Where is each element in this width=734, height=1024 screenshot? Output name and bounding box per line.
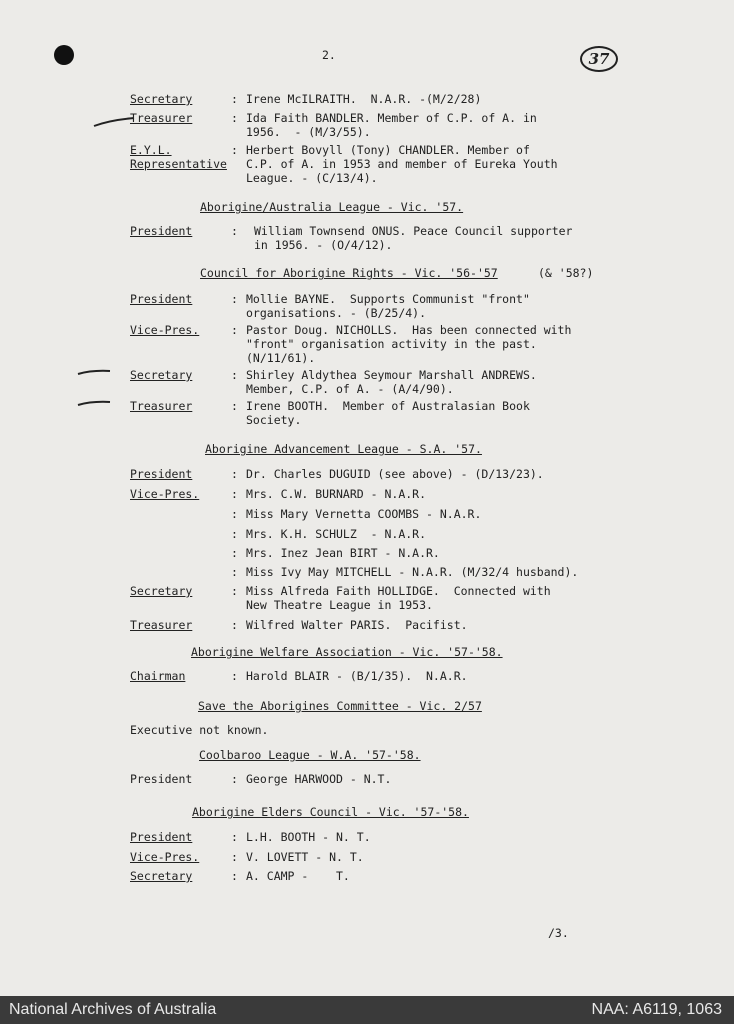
entry-text: William Townsend ONUS. Peace Council supporter: [254, 224, 573, 238]
colon: :: [231, 869, 238, 883]
pen-mark: [76, 366, 112, 380]
colon: :: [231, 565, 238, 579]
section-heading: Council for Aborigine Rights - Vic. '56-'57: [200, 266, 498, 280]
entry-text: Mrs. C.W. BURNARD - N.A.R.: [246, 487, 427, 501]
role-label: Secretary: [130, 92, 193, 106]
role-label: President: [130, 830, 193, 844]
entry-text: Shirley Aldythea Seymour Marshall ANDREWS.: [246, 368, 537, 382]
entry-text: Harold BLAIR - (B/1/35). N.A.R.: [246, 669, 468, 683]
role-label: Representative: [130, 157, 227, 171]
entry-text: New Theatre League in 1953.: [246, 598, 433, 612]
colon: :: [231, 292, 238, 306]
entry-text: V. LOVETT - N. T.: [246, 850, 364, 864]
entry-text: "front" organisation activity in the past.: [246, 337, 537, 351]
role-label: Vice-Pres.: [130, 850, 200, 864]
entry-text: Herbert Bovyll (Tony) CHANDLER. Member of: [246, 143, 530, 157]
role-label: E.Y.L.: [130, 143, 172, 157]
entry-text: Mrs. Inez Jean BIRT - N.A.R.: [246, 546, 440, 560]
archive-reference: NAA: A6119, 1063: [591, 1001, 722, 1018]
role-label: President: [130, 292, 193, 306]
colon: :: [231, 111, 238, 125]
entry-text: Ida Faith BANDLER. Member of C.P. of A. in: [246, 111, 537, 125]
role-label: Secretary: [130, 368, 193, 382]
entry-text: 1956. - (M/3/55).: [246, 125, 371, 139]
entry-text: George HARWOOD - N.T.: [246, 772, 392, 786]
entry-text: Miss Mary Vernetta COOMBS - N.A.R.: [246, 507, 482, 521]
colon: :: [231, 618, 238, 632]
colon: :: [231, 850, 238, 864]
role-label: Chairman: [130, 669, 186, 683]
colon: :: [231, 584, 238, 598]
archive-footer-bar: [0, 996, 734, 1024]
entry-text: (N/11/61).: [246, 351, 316, 365]
entry-text: Mrs. K.H. SCHULZ - N.A.R.: [246, 527, 427, 541]
section-heading: Save the Aborigines Committee - Vic. 2/57: [198, 699, 482, 713]
entry-text: L.H. BOOTH - N. T.: [246, 830, 371, 844]
colon: :: [231, 92, 238, 106]
entry-text: League. - (C/13/4).: [246, 171, 378, 185]
colon: :: [231, 830, 238, 844]
entry-text: Dr. Charles DUGUID (see above) - (D/13/23).: [246, 467, 544, 481]
role-label: Treasurer: [130, 399, 193, 413]
entry-text: C.P. of A. in 1953 and member of Eureka Youth: [246, 157, 558, 171]
role-label: President: [130, 467, 193, 481]
section-heading: Coolbaroo League - W.A. '57-'58.: [199, 748, 421, 762]
entry-text: in 1956. - (O/4/12).: [254, 238, 393, 252]
role-label: President: [130, 224, 193, 238]
entry-text: Executive not known.: [130, 723, 269, 737]
colon: :: [231, 772, 238, 786]
entry-text: Mollie BAYNE. Supports Communist "front": [246, 292, 530, 306]
role-label: Secretary: [130, 869, 193, 883]
entry-text: organisations. - (B/25/4).: [246, 306, 427, 320]
entry-text: Pastor Doug. NICHOLLS. Has been connected with: [246, 323, 572, 337]
section-heading: Aborigine Advancement League - S.A. '57.: [205, 442, 482, 456]
role-label: Vice-Pres.: [130, 323, 200, 337]
entry-text: Wilfred Walter PARIS. Pacifist.: [246, 618, 468, 632]
role-label: Vice-Pres.: [130, 487, 200, 501]
role-label: President: [130, 772, 193, 786]
section-heading: Aborigine Elders Council - Vic. '57-'58.: [192, 805, 469, 819]
colon: :: [231, 669, 238, 683]
entry-text: Irene McILRAITH. N.A.R. -(M/2/28): [246, 92, 482, 106]
archive-name: National Archives of Australia: [9, 1001, 217, 1018]
pen-mark: [76, 397, 112, 411]
entry-text: Miss Ivy May MITCHELL - N.A.R. (M/32/4 husband).: [246, 565, 579, 579]
colon: :: [231, 143, 238, 157]
page-number: 2.: [322, 48, 336, 62]
folio-number: 37: [580, 46, 618, 72]
entry-text: Irene BOOTH. Member of Australasian Book: [246, 399, 530, 413]
role-label: Treasurer: [130, 618, 193, 632]
role-label: Treasurer: [130, 111, 193, 125]
colon: :: [231, 368, 238, 382]
colon: :: [231, 224, 238, 238]
section-heading: Aborigine/Australia League - Vic. '57.: [200, 200, 464, 214]
colon: :: [231, 527, 238, 541]
section-heading: Aborigine Welfare Association - Vic. '57-'58.: [191, 645, 503, 659]
colon: :: [231, 467, 238, 481]
colon: :: [231, 323, 238, 337]
continuation-marker: /3.: [548, 926, 569, 940]
colon: :: [231, 399, 238, 413]
entry-text: Society.: [246, 413, 302, 427]
role-label: Secretary: [130, 584, 193, 598]
handwritten-note: (& '58?): [538, 266, 594, 280]
colon: :: [231, 487, 238, 501]
colon: :: [231, 546, 238, 560]
punch-hole: [54, 45, 74, 65]
colon: :: [231, 507, 238, 521]
entry-text: Member, C.P. of A. - (A/4/90).: [246, 382, 454, 396]
entry-text: Miss Alfreda Faith HOLLIDGE. Connected with: [246, 584, 551, 598]
entry-text: A. CAMP - T.: [246, 869, 350, 883]
